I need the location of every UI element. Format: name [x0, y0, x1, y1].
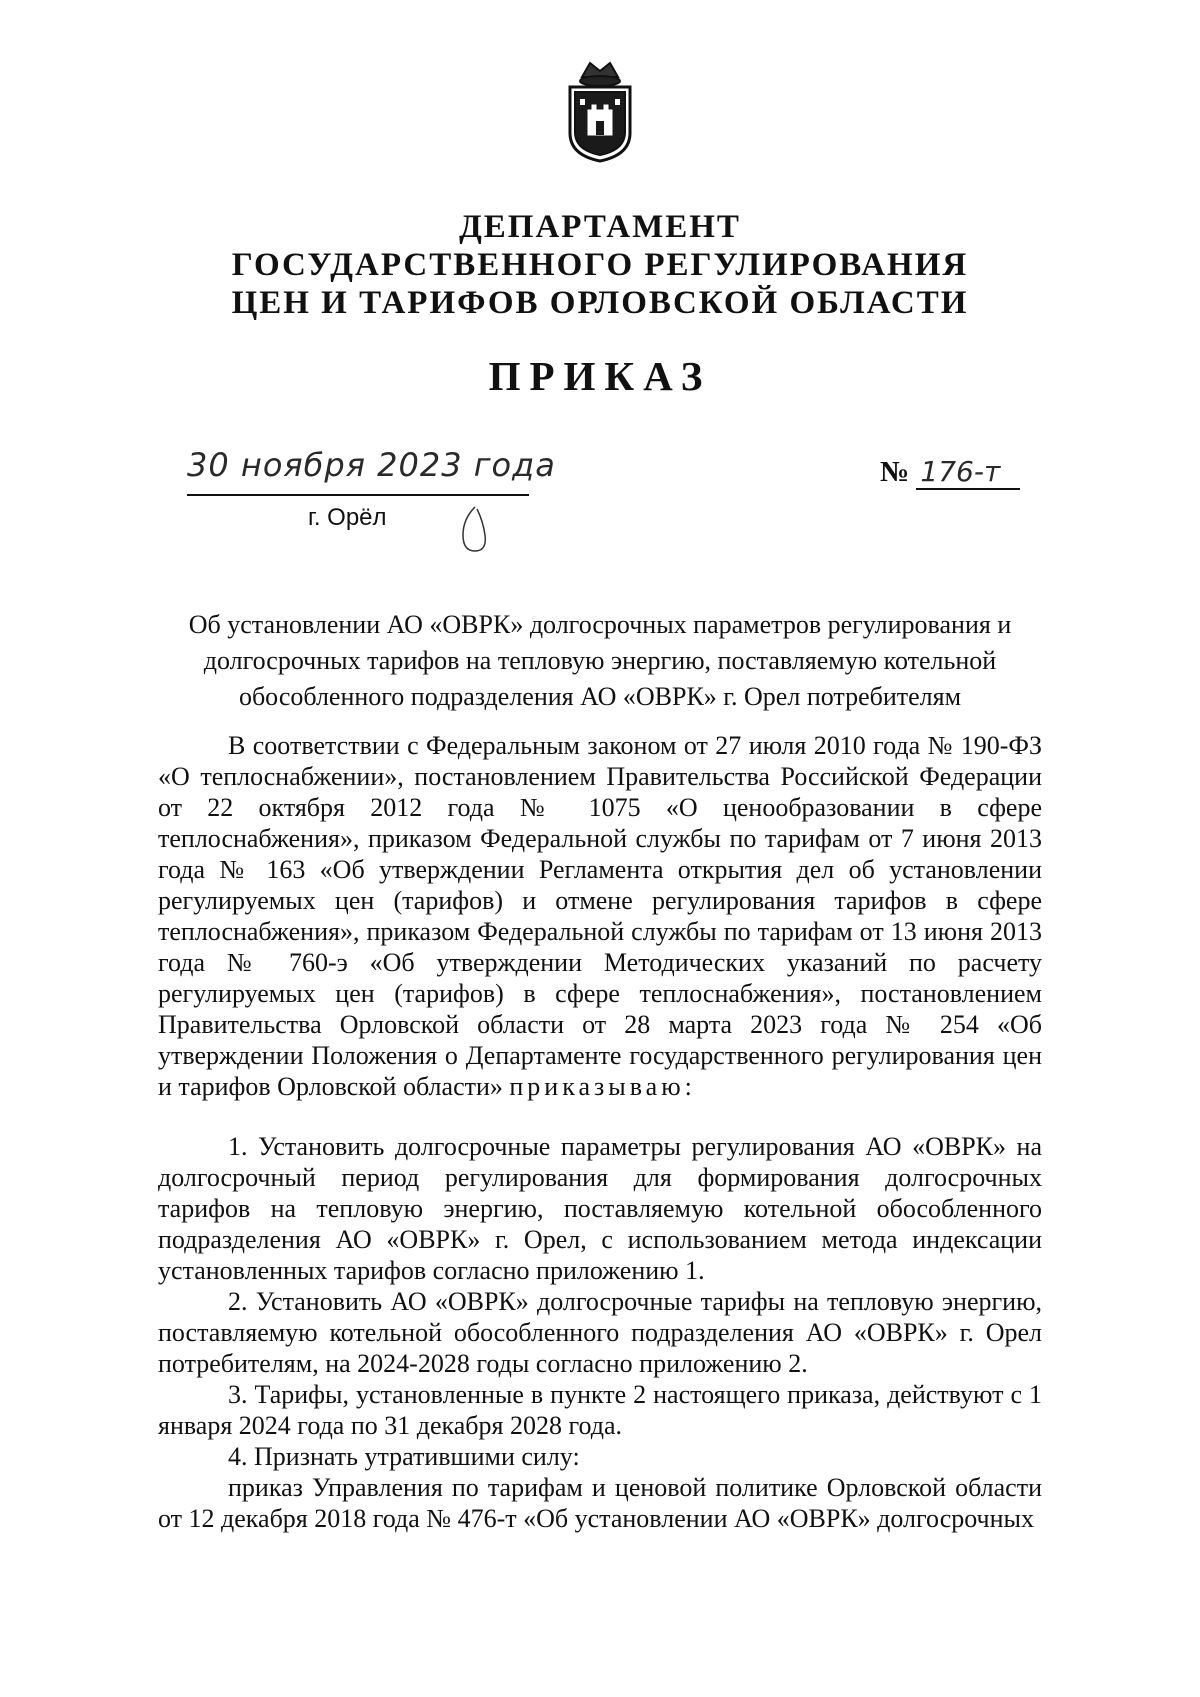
item-4-text-paragraph: приказ Управления по тарифам и ценовой политике Орловской области от 12 декабря 2018 года № 476-т «Об установлении АО «ОВРК» долгосрочных [158, 1473, 1042, 1533]
department-name-line3: ЦЕН И ТАРИФОВ ОРЛОВСКОЙ ОБЛАСТИ [231, 285, 969, 321]
order-number [880, 455, 1020, 490]
handwritten-mark [455, 505, 495, 555]
subject-line1: Об установлении АО «ОВРК» долгосрочных параметров регулирования и [188, 610, 1012, 639]
department-name-line1: ДЕПАРТАМЕНТ [459, 209, 741, 245]
department-name-line2: ГОСУДАРСТВЕННОГО РЕГУЛИРОВАНИЯ [231, 247, 969, 283]
city-label: г. Орёл [308, 504, 387, 531]
preamble-action: приказываю: [509, 1072, 696, 1101]
item-1-paragraph: 1. Установить долгосрочные параметры регулирования АО «ОВРК» на долгосрочный период регулирования для формирования долгосрочных тарифов на тепловую энергию, поставляемую котельной обособленного подразделения АО «ОВРК» г. Орел, с использованием метода индексации установленных тарифов согласно приложению 1. [158, 1132, 1042, 1285]
handwritten-date: 30 ноября 2023 года [187, 446, 556, 484]
item-2-paragraph: 2. Установить АО «ОВРК» долгосрочные тарифы на тепловую энергию, поставляемую котельной обособленного подразделения АО «ОВРК» г. Орел потребителям, на 2024-2028 годы согласно приложению 2. [158, 1287, 1042, 1378]
date-underline [187, 494, 529, 496]
coat-of-arms-emblem [560, 55, 640, 165]
handwritten-number: 176-т [916, 455, 1020, 490]
item-3-paragraph: 3. Тарифы, установленные в пункте 2 настоящего приказа, действуют с 1 января 2024 года по 31 декабря 2028 года. [158, 1380, 1042, 1440]
department-name [0, 208, 1200, 322]
preamble-text: В соответствии с Федеральным законом от 27 июля 2010 года № 190-ФЗ «О теплоснабжении», постановлением Правительства Российской Федерации от 22 октября 2012 года № 1075 «О ценообразовании в сфере теплоснабжения», приказом Федеральной службы по тарифам от 7 июня 2013 года № 163 «Об утверждении Регламента открытия дел об установлении регулируемых цен (тарифов) и отмене регулирования тарифов в сфере теплоснабжения», приказом Федеральной службы по тарифам от 13 июня 2013 года № 760-э «Об утверждении Методических указаний по расчету регулируемых цен (тарифов) в сфере теплоснабжения», постановлением Правительства Орловской области от 28 марта 2023 года № 254 «Об утверждении Положения о Департаменте государственного регулирования цен и тарифов Орловской области» [158, 731, 1042, 1101]
order-subject [150, 607, 1050, 715]
subject-line3: обособленного подразделения АО «ОВРК» г. Орел потребителям [238, 682, 962, 711]
preamble-paragraph [158, 730, 1042, 1102]
number-sign: № [880, 456, 910, 488]
order-body [158, 730, 1042, 1534]
item-4-paragraph: 4. Признать утратившими силу: [228, 1442, 580, 1471]
document-type-title: ПРИКАЗ [488, 353, 712, 399]
subject-line2: долгосрочных тарифов на тепловую энергию, поставляемую котельной [203, 646, 997, 675]
